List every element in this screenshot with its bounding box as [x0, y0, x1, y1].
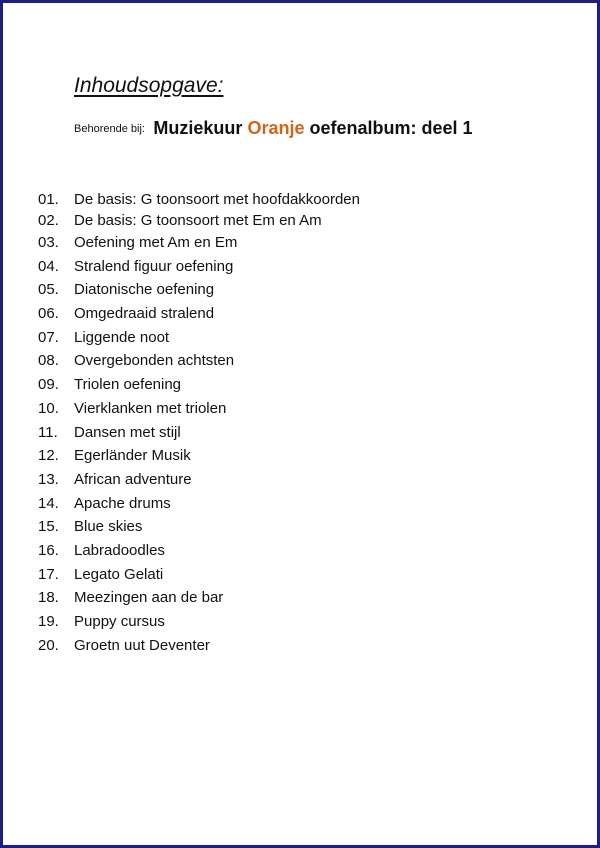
- toc-item-title: Apache drums: [74, 494, 171, 512]
- toc-item: [38, 257, 558, 281]
- toc-item-title: Diatonische oefening: [74, 281, 215, 299]
- toc-item-title: Puppy cursus: [74, 613, 165, 630]
- toc-item-number: 03.: [38, 234, 59, 251]
- toc-item: [38, 399, 558, 423]
- toc-item: [38, 375, 558, 399]
- album-name-part1: Muziekuur: [153, 118, 243, 138]
- toc-item-number: 06.: [38, 305, 59, 323]
- toc-item: [38, 565, 558, 589]
- toc-item: [38, 612, 558, 636]
- toc-item-title: Egerländer Musik: [74, 447, 191, 465]
- toc-item: [38, 470, 558, 494]
- toc-item-title: Overgebonden achtsten: [74, 352, 235, 370]
- toc-item-title: Labradoodles: [74, 541, 165, 559]
- toc-item-title: African adventure: [74, 470, 192, 488]
- toc-item-title: Liggende noot: [74, 328, 170, 346]
- page-title: Inhoudsopgave:: [74, 74, 224, 97]
- subtitle-prefix: Behorende bij:: [74, 123, 145, 135]
- toc-item-number: 04.: [38, 257, 59, 275]
- toc-item-number: 05.: [38, 281, 59, 299]
- toc-item: [38, 304, 558, 328]
- toc-item-title: De basis: G toonsoort met Em en Am: [74, 212, 322, 229]
- toc-item-title: Legato Gelati: [74, 565, 164, 583]
- toc-item-number: 17.: [38, 565, 59, 583]
- toc-item-number: 14.: [38, 494, 59, 512]
- toc-item: [38, 494, 558, 518]
- toc-item-title: Triolen oefening: [74, 376, 182, 394]
- toc-item-number: 01.: [38, 191, 59, 208]
- toc-item: [38, 588, 558, 612]
- toc-item-title: Groetn uut Deventer: [74, 636, 210, 654]
- toc-item-number: 18.: [38, 589, 59, 607]
- toc-item: [38, 211, 558, 233]
- toc-item-title: De basis: G toonsoort met hoofdakkoorden: [74, 191, 360, 208]
- toc-item-title: Blue skies: [74, 518, 143, 536]
- toc-item-title: Dansen met stijl: [74, 423, 181, 441]
- toc-item: [38, 233, 558, 257]
- toc-item-title: Omgedraaid stralend: [74, 305, 215, 323]
- toc-item: [38, 423, 558, 447]
- album-name: [153, 118, 472, 138]
- toc-item-title: Stralend figuur oefening: [74, 257, 234, 275]
- toc-item-title: Meezingen aan de bar: [74, 589, 224, 607]
- toc-item: [38, 190, 558, 211]
- toc-item: [38, 636, 558, 660]
- subtitle: [74, 118, 473, 139]
- table-of-contents: [38, 190, 558, 659]
- toc-item: [38, 280, 558, 304]
- toc-item-number: 09.: [38, 376, 59, 394]
- toc-item: [38, 328, 558, 352]
- toc-item-number: 12.: [38, 447, 59, 465]
- toc-item-number: 13.: [38, 470, 59, 488]
- toc-item: [38, 541, 558, 565]
- toc-item: [38, 517, 558, 541]
- toc-item-number: 08.: [38, 352, 59, 370]
- toc-item-number: 15.: [38, 518, 59, 536]
- toc-item-title: Oefening met Am en Em: [74, 234, 238, 251]
- toc-item-number: 16.: [38, 541, 59, 559]
- toc-item-title: Vierklanken met triolen: [74, 399, 227, 417]
- toc-item-number: 20.: [38, 636, 59, 654]
- toc-item-number: 10.: [38, 399, 59, 417]
- toc-item-number: 19.: [38, 613, 59, 630]
- album-name-part2: oefenalbum: deel 1: [309, 118, 473, 138]
- toc-item-number: 07.: [38, 328, 59, 346]
- toc-item: [38, 446, 558, 470]
- toc-item: [38, 351, 558, 375]
- album-name-highlight: Oranje: [247, 118, 305, 138]
- toc-item-number: 11.: [38, 423, 58, 441]
- toc-item-number: 02.: [38, 212, 59, 229]
